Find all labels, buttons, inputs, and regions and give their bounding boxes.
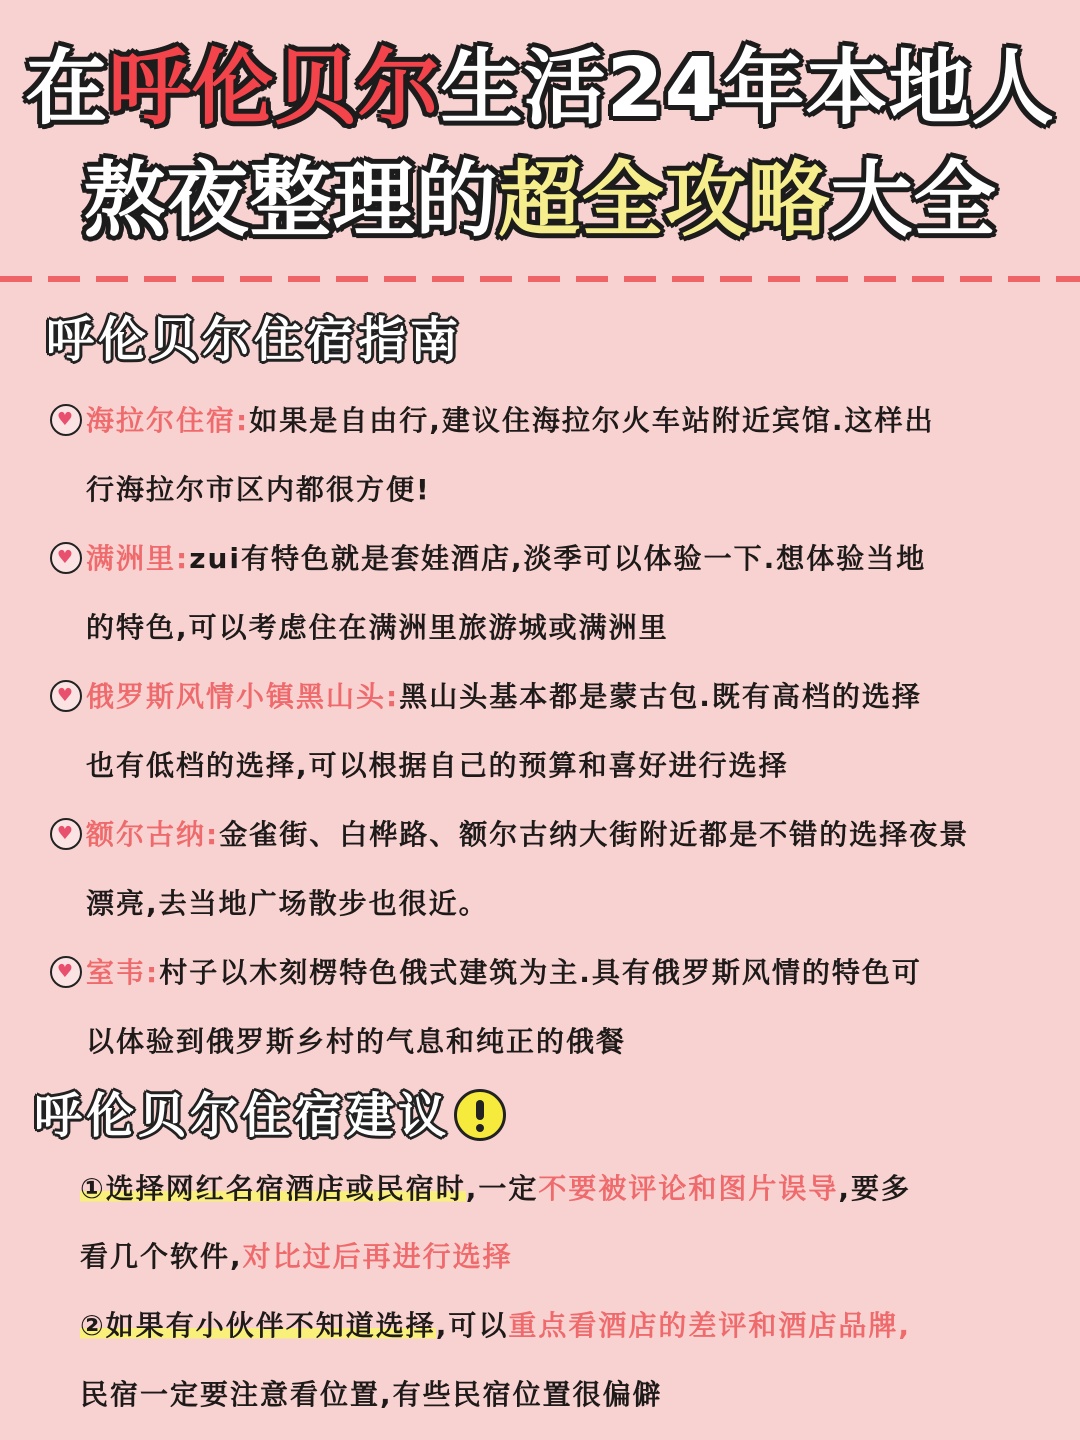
- tip-text: 看几个软件,: [80, 1240, 243, 1273]
- emphasis-text: 重点看酒店的差评和酒店品牌,: [508, 1309, 911, 1342]
- entry-text: zui有特色就是套娃酒店,淡季可以体验一下.想体验当地: [189, 542, 927, 575]
- tip-text: 民宿一定要注意看位置,有些民宿位置很偏僻: [80, 1378, 663, 1411]
- entry-label: 俄罗斯风情小镇黑山头:: [86, 680, 400, 713]
- entry-text-continued: 以体验到俄罗斯乡村的气息和纯正的俄餐: [86, 1025, 627, 1058]
- title-segment-highlight: 呼伦贝尔: [108, 41, 441, 136]
- list-item: [50, 386, 1040, 524]
- entry-text: 村子以木刻楞特色俄式建筑为主.具有俄罗斯风情的特色可: [159, 956, 922, 989]
- emphasis-text: 对比过后再进行选择: [242, 1240, 513, 1273]
- list-item: [50, 938, 1040, 1076]
- exclamation-icon: [454, 1089, 506, 1141]
- emphasis-text: 不要被评论和图片误导: [538, 1172, 839, 1205]
- heart-icon: [50, 542, 82, 574]
- tip-item: [80, 1291, 1040, 1360]
- heart-icon: [50, 404, 82, 436]
- title-segment-highlight: 超全攻略: [498, 153, 831, 248]
- list-item: [50, 662, 1040, 800]
- dashed-divider: [0, 276, 1080, 282]
- page-title-line1: [0, 34, 1080, 144]
- tip-text: ,要多: [838, 1172, 912, 1205]
- title-segment: 在: [25, 41, 109, 136]
- section-title-accommodation-tips: [34, 1086, 506, 1146]
- section-title-text: 呼伦贝尔住宿建议: [34, 1088, 451, 1144]
- tip-item-continued: [80, 1360, 1040, 1429]
- entry-text-continued: 也有低档的选择,可以根据自己的预算和喜好进行选择: [86, 749, 789, 782]
- page-title-line2: [0, 146, 1080, 256]
- list-item: [50, 800, 1040, 938]
- entry-text: 黑山头基本都是蒙古包.既有高档的选择: [399, 680, 922, 713]
- title-segment: 大全: [830, 153, 997, 248]
- entry-label: 满洲里:: [86, 542, 190, 575]
- tip-text: ,一定: [465, 1172, 539, 1205]
- entry-label: 室韦:: [86, 956, 160, 989]
- highlighted-text: ①选择网红名宿酒店或民宿时: [80, 1172, 466, 1205]
- heart-icon: [50, 956, 82, 988]
- entry-text: 金雀街、白桦路、额尔古纳大街附近都是不错的选择夜景: [219, 818, 970, 851]
- tip-text: ,可以: [435, 1309, 509, 1342]
- entry-text-continued: 行海拉尔市区内都很方便!: [86, 473, 431, 506]
- heart-icon: [50, 818, 82, 850]
- title-segment: 生活24年本地人: [440, 41, 1055, 136]
- highlighted-text: ②如果有小伙伴不知道选择: [80, 1309, 436, 1342]
- tip-item-continued: [80, 1222, 1040, 1291]
- heart-icon: [50, 680, 82, 712]
- entry-text: 如果是自由行,建议住海拉尔火车站附近宾馆.这样出: [249, 404, 935, 437]
- list-item: [50, 524, 1040, 662]
- entry-label: 额尔古纳:: [86, 818, 220, 851]
- tip-item: [80, 1154, 1040, 1223]
- entry-label: 海拉尔住宿:: [86, 404, 250, 437]
- title-segment: 熬夜整理的: [83, 153, 499, 248]
- section-title-accommodation-guide: 呼伦贝尔住宿指南: [46, 312, 463, 368]
- entry-text-continued: 漂亮,去当地广场散步也很近。: [86, 887, 489, 920]
- entry-text-continued: 的特色,可以考虑住在满洲里旅游城或满洲里: [86, 611, 669, 644]
